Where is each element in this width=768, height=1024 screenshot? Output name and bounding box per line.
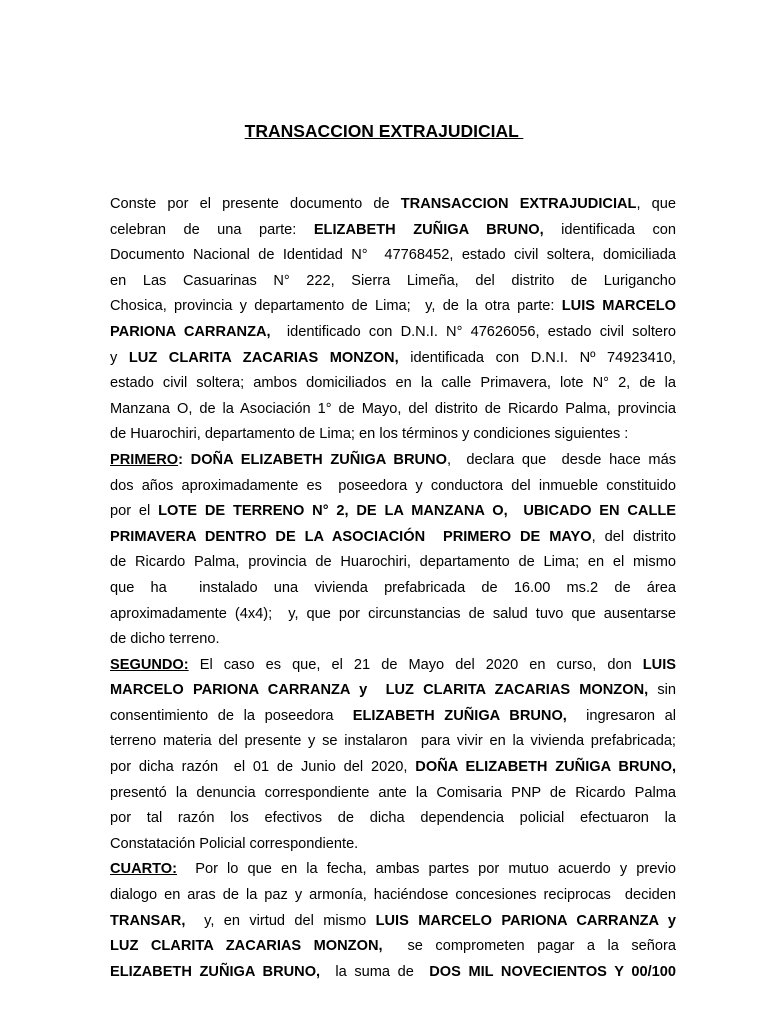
text-segment: dialogo en aras de la paz y armonía, haciéndose concesiones reciprocas deciden (110, 887, 676, 904)
text-line (110, 781, 676, 807)
text-segment: Conste por el presente documento de (110, 196, 401, 212)
text-segment: terreno materia del presente y se instalaron para vivir en la vivienda prefabricada; (110, 733, 676, 750)
text-segment: LUIS MARCELO PARIONA CARRANZA y (375, 912, 677, 929)
text-segment: SEGUNDO: (110, 656, 189, 673)
text-line (110, 525, 676, 551)
text-line (110, 678, 676, 704)
text-line (110, 602, 676, 628)
text-segment: Chosica, provincia y departamento de Lima; y, de la otra parte: (110, 298, 562, 315)
text-segment: ingresaron al (566, 707, 677, 724)
text-line (110, 909, 676, 935)
text-line (110, 704, 676, 730)
text-segment: TRANSAR, (110, 912, 186, 929)
text-segment: LOTE DE TERRENO N° 2, DE LA MANZANA O, UBICADO EN CALLE (158, 503, 677, 520)
text-segment: y, en virtud del mismo (185, 912, 376, 929)
text-line (110, 218, 676, 244)
text-segment: aproximadamente (4x4); y, que por circunstancias de salud tuvo que ausentarse (110, 605, 676, 622)
text-segment: PARIONA CARRANZA, (110, 323, 271, 340)
text-segment: LUIS (642, 656, 676, 673)
text-segment: LUZ CLARITA ZACARIAS MONZON, (128, 349, 399, 366)
text-segment: sin (648, 682, 676, 699)
text-segment: la suma de (320, 963, 430, 980)
text-segment: identificada con (543, 221, 676, 238)
text-line (110, 243, 676, 269)
text-segment: de Huarochiri, departamento de Lima; en los términos y condiciones siguientes : (110, 426, 629, 443)
text-segment: : DOÑA ELIZABETH ZUÑIGA BRUNO (178, 451, 447, 468)
text-segment: MARCELO PARIONA CARRANZA y LUZ CLARITA ZACARIAS MONZON, (110, 682, 649, 699)
text-line (110, 934, 676, 960)
text-segment: Por lo que en la fecha, ambas partes por mutuo acuerdo y previo (177, 861, 676, 878)
text-line (110, 346, 676, 372)
text-segment: , declara que desde hace más (446, 451, 676, 468)
text-line (110, 397, 676, 423)
text-line (110, 806, 676, 832)
text-segment: de Ricardo Palma, provincia de Huarochiri, departamento de Lima; en el mismo (110, 554, 676, 571)
text-segment: dos años aproximadamente es poseedora y conductora del inmueble constituido (110, 477, 676, 494)
text-segment: estado civil soltera; ambos domiciliados en la calle Primavera, lote N° 2, de la (110, 375, 676, 392)
text-segment: se comprometen pagar a la señora (382, 938, 676, 955)
document-title: TRANSACCION EXTRAJUDICIAL (244, 121, 524, 141)
text-segment: , del distrito (591, 528, 676, 545)
text-segment: consentimiento de la poseedora (110, 707, 353, 724)
text-segment: El caso es que, el 21 de Mayo del 2020 en curso, don (188, 656, 643, 673)
text-segment: identificado con D.N.I. N° 47626056, estado civil soltero (270, 323, 676, 340)
text-line (110, 960, 676, 986)
text-segment: y (110, 349, 129, 366)
text-segment: en Las Casuarinas N° 222, Sierra Limeña, del distrito de Lurigancho (110, 272, 676, 289)
text-segment: que ha instalado una vivienda prefabricada de 16.00 ms.2 de área (110, 579, 676, 596)
text-segment: presentó la denuncia correspondiente ante la Comisaria PNP de Ricardo Palma (110, 784, 676, 801)
text-line (110, 371, 676, 397)
text-segment: por dicha razón el 01 de Junio del 2020, (110, 759, 416, 776)
text-segment: PRIMERO (110, 451, 179, 468)
text-line (110, 576, 676, 602)
text-segment: Constatación Policial correspondiente. (110, 835, 359, 852)
text-segment: ELIZABETH ZUÑIGA BRUNO, (352, 707, 567, 724)
text-segment: DOS MIL NOVECIENTOS Y 00/100 (429, 963, 677, 980)
text-line (110, 653, 676, 679)
text-segment: de dicho terreno. (110, 631, 220, 648)
text-segment: DOÑA ELIZABETH ZUÑIGA BRUNO, (415, 759, 676, 776)
document-body (110, 192, 676, 985)
text-segment: Documento Nacional de Identidad N° 47768452, estado civil soltera, domiciliada (110, 247, 676, 264)
text-segment: por tal razón los efectivos de dicha dependencia policial efectuaron la (110, 810, 676, 827)
text-line (110, 883, 676, 909)
text-line (110, 192, 676, 218)
text-segment: TRANSACCION EXTRAJUDICIAL (400, 196, 637, 212)
text-line (110, 550, 676, 576)
text-line (110, 832, 676, 858)
text-line (110, 474, 676, 500)
text-segment: ELIZABETH ZUÑIGA BRUNO, (313, 221, 544, 238)
text-segment: , que (636, 196, 676, 212)
text-line (110, 729, 676, 755)
text-segment: celebran de una parte: (110, 221, 314, 238)
text-line (110, 857, 676, 883)
text-segment: ELIZABETH ZUÑIGA BRUNO, (110, 963, 321, 980)
text-segment: Manzana O, de la Asociación 1° de Mayo, del distrito de Ricardo Palma, provincia (110, 400, 676, 417)
text-segment: PRIMAVERA DENTRO DE LA ASOCIACIÓN PRIMERO DE MAYO (110, 528, 592, 545)
text-line (110, 320, 676, 346)
text-segment: LUIS MARCELO (561, 298, 676, 315)
text-segment: CUARTO: (110, 861, 178, 878)
text-line (110, 627, 676, 653)
text-segment: LUZ CLARITA ZACARIAS MONZON, (110, 938, 383, 955)
text-line (110, 269, 676, 295)
text-line (110, 755, 676, 781)
text-segment: por el (110, 503, 159, 520)
text-line (110, 422, 676, 448)
text-line (110, 499, 676, 525)
text-line (110, 294, 676, 320)
text-segment: identificada con D.N.I. Nº 74923410, (398, 349, 676, 366)
text-line (110, 448, 676, 474)
